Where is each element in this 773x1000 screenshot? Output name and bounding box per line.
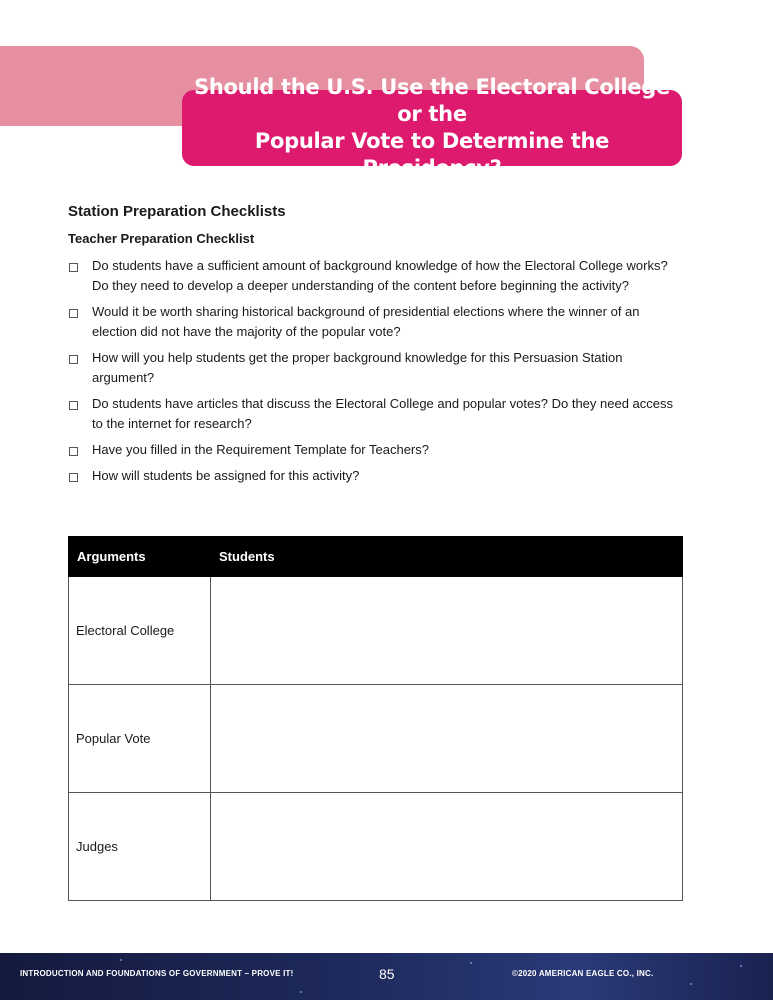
checklist-item bbox=[68, 394, 678, 434]
checkbox[interactable] bbox=[69, 263, 78, 272]
page-footer bbox=[0, 953, 773, 1000]
footer-book-title: INTRODUCTION AND FOUNDATIONS OF GOVERNMENT – PROVE IT! bbox=[20, 969, 294, 978]
footer-copyright: ©2020 AMERICAN EAGLE CO., INC. bbox=[512, 969, 654, 978]
students-cell[interactable] bbox=[211, 577, 683, 685]
checklist-heading: Teacher Preparation Checklist bbox=[68, 231, 255, 246]
argument-cell: Popular Vote bbox=[69, 685, 211, 793]
table-row bbox=[69, 685, 683, 793]
checkbox[interactable] bbox=[69, 473, 78, 482]
table-row bbox=[69, 577, 683, 685]
checkbox[interactable] bbox=[69, 401, 78, 410]
checklist-item-text: Do students have a sufficient amount of background knowledge of how the Electoral College works? Do they need to develop a deeper understanding of the content before beginning the activity? bbox=[92, 258, 668, 293]
checkbox[interactable] bbox=[69, 309, 78, 318]
column-header-students: Students bbox=[211, 537, 683, 577]
checklist-item bbox=[68, 466, 678, 486]
page-number: 85 bbox=[379, 966, 395, 982]
checkbox[interactable] bbox=[69, 447, 78, 456]
students-cell[interactable] bbox=[211, 793, 683, 901]
decorative-spark bbox=[120, 959, 122, 961]
checklist-item-text: How will you help students get the proper background knowledge for this Persuasion Station argument? bbox=[92, 350, 623, 385]
checkbox[interactable] bbox=[69, 355, 78, 364]
decorative-spark bbox=[300, 991, 302, 993]
checklist-item-text: Do students have articles that discuss the Electoral College and popular votes? Do they need access to the internet for research? bbox=[92, 396, 674, 431]
checklist-item bbox=[68, 440, 678, 460]
checklist-item-text: Have you filled in the Requirement Template for Teachers? bbox=[92, 442, 429, 457]
table-row bbox=[69, 793, 683, 901]
table-header-row bbox=[69, 537, 683, 577]
page-title: Should the U.S. Use the Electoral College or the Popular Vote to Determine the Presidency? bbox=[194, 75, 670, 180]
section-heading: Station Preparation Checklists bbox=[68, 203, 286, 220]
column-header-arguments: Arguments bbox=[69, 537, 211, 577]
decorative-spark bbox=[470, 962, 472, 964]
argument-cell: Judges bbox=[69, 793, 211, 901]
teacher-checklist bbox=[68, 256, 678, 492]
checklist-item bbox=[68, 302, 678, 342]
checklist-item-text: Would it be worth sharing historical background of presidential elections where the winner of an election did not have the majority of the popular vote? bbox=[92, 304, 640, 339]
decorative-spark bbox=[690, 983, 692, 985]
title-banner bbox=[182, 75, 682, 180]
checklist-item bbox=[68, 256, 678, 296]
arguments-table bbox=[68, 536, 683, 901]
checklist-item-text: How will students be assigned for this activity? bbox=[92, 468, 360, 483]
checklist-item bbox=[68, 348, 678, 388]
decorative-spark bbox=[740, 965, 742, 967]
students-cell[interactable] bbox=[211, 685, 683, 793]
argument-cell: Electoral College bbox=[69, 577, 211, 685]
